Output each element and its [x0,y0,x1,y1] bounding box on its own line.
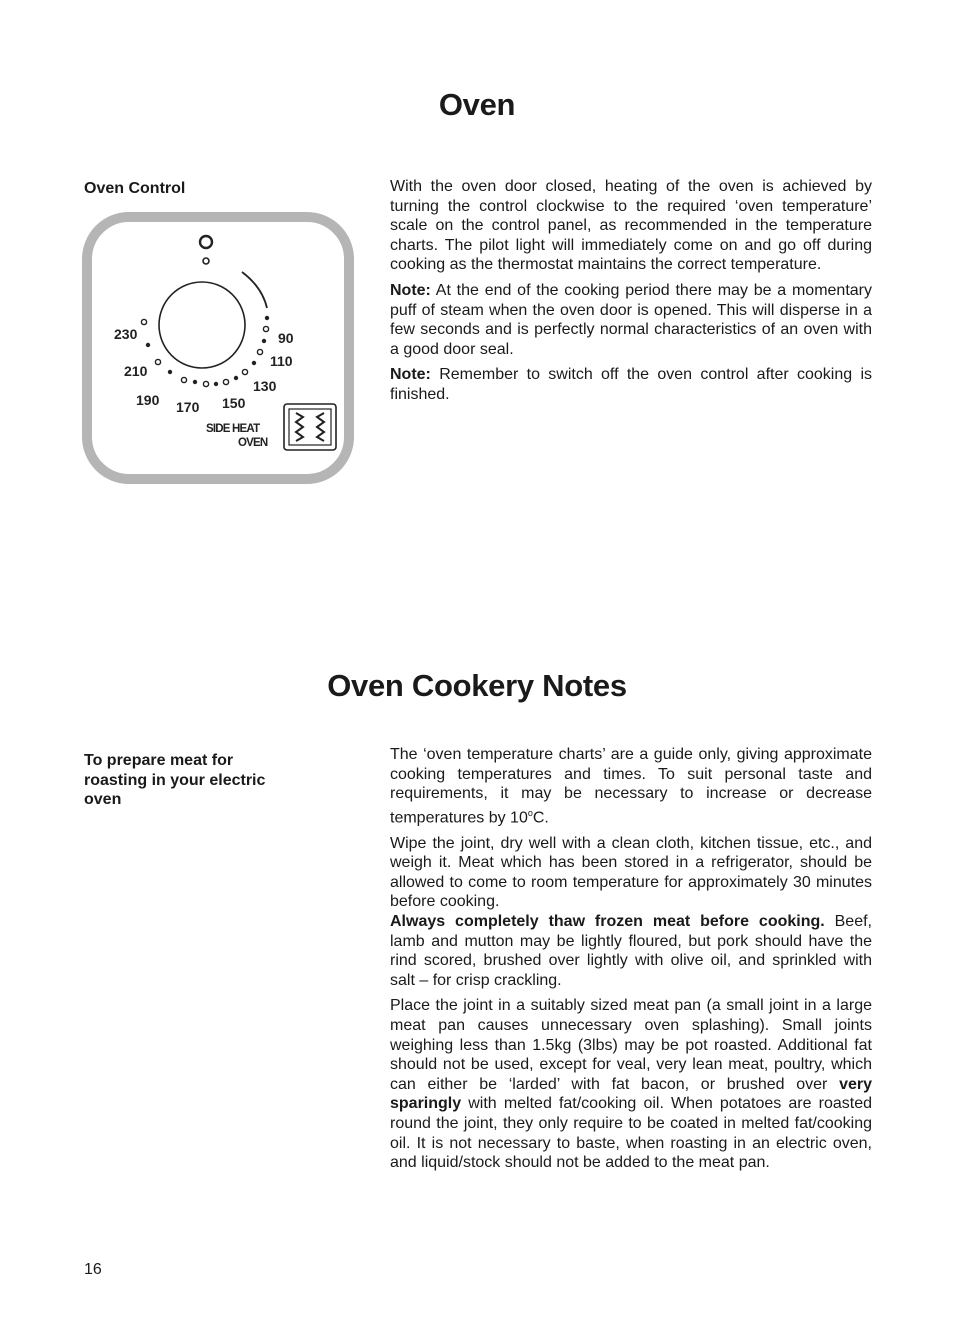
cookery-p1-unit: C. [532,809,549,827]
oven-note-paragraph-1 [390,281,872,359]
cookery-p3-rest: with melted fat/cooking oil. When potatoes are roasted round the joint, they only require to be coated in melted fat/cooking oil. It is not necessary to baste, when roasting in an electric oven, and liquid/stock should not be added to the meat pan. [390,1095,872,1172]
dial-label-150: 150 [222,395,246,411]
cookery-p2-text: Wipe the joint, dry well with a clean cloth, kitchen tissue, etc., and weigh it. Meat which has been stored in a refrigerator, should be allowed to come to room temperature for approximately 30 minutes before cooking. [390,834,872,911]
dial-label-oven: OVEN [238,437,268,449]
control-knob [159,282,245,368]
note-text-2: Remember to switch off the oven control after cooking is finished. [390,366,872,403]
note-label: Note: [390,281,431,299]
cookery-paragraph-1 [390,745,872,828]
dial-label-170: 170 [176,399,200,415]
cookery-p1-text: The ‘oven temperature charts’ are a guide only, giving approximate cooking temperatures and times. To suit personal taste and requirements, it may be necessary to increase or decrease temperatures by 10 [390,746,872,827]
cookery-paragraph-2 [390,834,872,991]
oven-control-dial-illustration [82,212,354,484]
roasting-side-label: To prepare meat for roasting in your electric oven [84,752,266,808]
oven-control-label: Oven Control [84,180,186,197]
note-text-1: At the end of the cooking period there may be a momentary puff of steam when the oven door is opened. This will disperse in a few seconds and is perfectly normal characteristics of an oven with a good door seal. [390,281,872,358]
oven-paragraph-1: With the oven door closed, heating of the oven is achieved by turning the control clockwise to the required ‘oven temperature’ scale on the control panel, as recommended in the temperature charts. The pilot light will immediately come on and go off during cooking as the thermostat maintains the correct temperature. [390,178,872,274]
note-label-2: Note: [390,366,431,384]
degree-sign: o [527,807,533,818]
page-number: 16 [84,1261,102,1278]
dial-label-210: 210 [124,363,148,379]
dial-label-90: 90 [278,330,294,346]
dial-label-side-heat: SIDE HEAT [206,423,260,435]
cookery-paragraph-3 [390,996,872,1172]
very-sparingly-emphasis: very sparingly [390,1075,872,1113]
off-position-icon [200,236,212,248]
side-heat-oven-icon [284,404,336,450]
cookery-notes-text [390,745,872,1179]
cookery-p3-text: Place the joint in a suitably sized meat pan (a small joint in a large meat pan causes unnecessary oven splashing). Small joints weighing less than 1.5kg (3lbs) may be pot roasted. Additional fat should not be used, except for veal, very lean meat, poultry, which can either be ‘larded’ with fat bacon, or brushed over [390,997,872,1093]
thaw-warning: Always completely thaw frozen meat before cooking. [390,913,825,931]
oven-heading: Oven [438,87,516,122]
dial-label-130: 130 [253,378,277,394]
cookery-p2-rest: Beef, lamb and mutton may be lightly floured, but pork should have the rind scored, brushed over lightly with olive oil, and sprinkled with salt – for crisp crackling. [390,913,872,989]
oven-cookery-notes-heading: Oven Cookery Notes [327,668,627,703]
dial-label-110: 110 [270,353,293,369]
dial-label-190: 190 [136,392,160,408]
dial-label-230: 230 [114,326,138,342]
oven-note-paragraph-2 [390,365,872,404]
oven-control-text [390,177,872,411]
